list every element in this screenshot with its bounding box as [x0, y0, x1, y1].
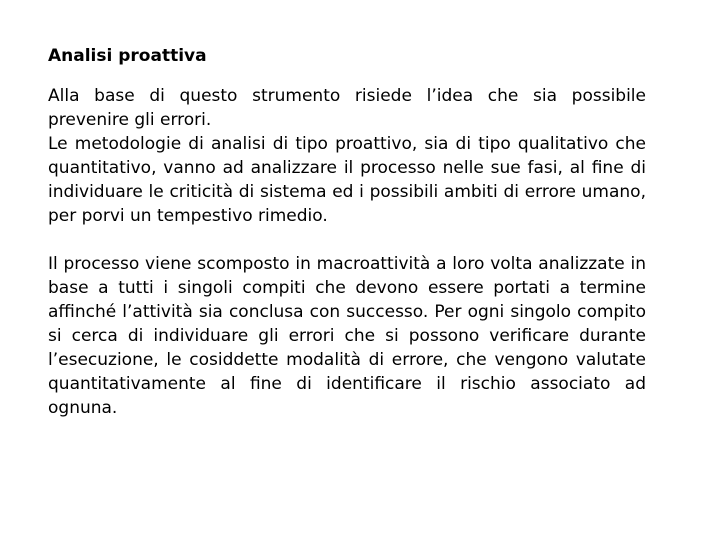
paragraph-intro: Alla base di questo strumento risiede l’idea che sia possibile prevenire gli errori.	[48, 86, 646, 130]
slide-title: Analisi proattiva	[48, 46, 207, 66]
slide-content	[48, 44, 646, 420]
paragraph-methodologies: Le metodologie di analisi di tipo proattivo, sia di tipo qualitativo che quantitativo, vanno ad analizzare il processo nelle sue fasi, al fine di individuare le criticità di sistema ed i possibili ambiti di errore umano, per porvi un tempestivo rimedio.	[48, 134, 646, 226]
paragraph-process: Il processo viene scomposto in macroattività a loro volta analizzate in base a tutti i singoli compiti che devono essere portati a termine affinché l’attività sia conclusa con successo. Per ogni singolo compito si cerca di individuare gli errori che si possono verificare durante l’esecuzione, le cosiddette modalità di errore, che vengono valutate quantitativamente al fine di identificare il rischio associato ad ognuna.	[48, 254, 646, 418]
